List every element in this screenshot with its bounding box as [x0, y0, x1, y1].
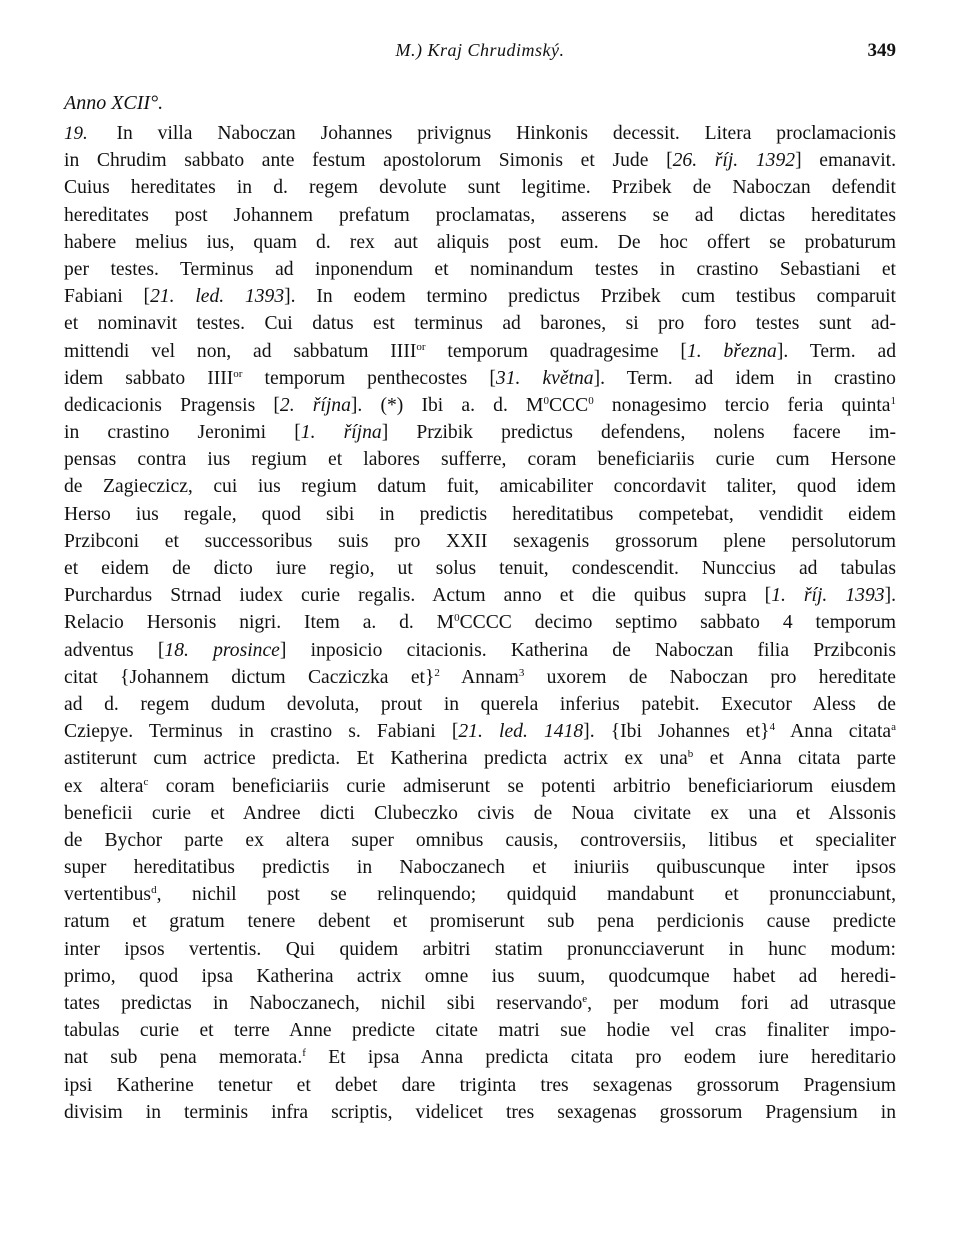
text-line: 19. In villa Naboczan Johannes privignus Hinkonis decessit. Litera proclamacionis	[64, 123, 897, 144]
text-line: habere melius ius, quam d. rex aut aliquis post eum. De hoc offert se probaturum	[64, 231, 896, 253]
text-line: Relacio Hersonis nigri. Item a. d. $M^0CCCC$ decimo septimo sabbato 4 temporum	[64, 612, 896, 634]
running-title: M.) Kraj Chrudimský.	[395, 40, 565, 60]
text-line: hereditates post Johannem prefatum proclamatas, asserens se ad dictas hereditates	[64, 204, 896, 226]
entry-number: 19.	[64, 123, 113, 144]
text-line: inter ipsos vertentis. Qui quidem arbitri statim pronuncciaverunt in hunc modum:	[64, 938, 896, 960]
text-line: de Zagieczicz, cui ius regium datum fuit, amicabiliter concordavit taliter, quod idem	[64, 476, 896, 498]
text-line: Cziepye. Terminus in crastino s. Fabiani [21. led. 1418]. {Ibi Johannes et}$^4$ Anna citata$^a$	[64, 721, 897, 743]
text-line: pensas contra ius regium et labores sufferre, coram beneficiariis curie cum Hersone	[64, 449, 896, 471]
text-line: citat {Johannem dictum Cacziczka et}$^2$ Annam$^3$ uxorem de Naboczan pro hereditate	[64, 666, 897, 688]
text-line: Herso ius regale, quod sibi in predictis hereditatibus competebat, vendidit eidem	[64, 503, 896, 525]
text-line: ratum et gratum tenere debent et promiserunt sub pena perdicionis cause predicte	[64, 911, 896, 933]
text-line: dedicacionis Pragensis [2. října]. (*) Ibi a. d. $M^0CCC^0$ nonagesimo tercio feria quinta$^1$	[64, 394, 897, 416]
text-line: astiterunt cum actrice predicta. Et Katherina predicta actrix ex una$^b$ et Anna citata parte	[64, 748, 896, 770]
text-line: Purchardus Strnad iudex curie regalis. Actum anno et die quibus supra [1. říj. 1393].	[64, 585, 896, 607]
text-line: beneficii curie et Andree dicti Clubeczko civis de Noua civitate ex una et Alssonis	[64, 802, 896, 824]
text-line: in Chrudim sabbato ante festum apostolorum Simonis et Jude [26. říj. 1392] emanavit.	[64, 150, 896, 172]
text-line: tabulas curie et terre Anne predicte citate matri sue hodie vel cras finaliter impo-	[64, 1020, 896, 1042]
page-number: 349	[867, 40, 896, 61]
text-line: mittendi vel non, ad sabbatum $IIII^{or}$ temporum quadragesime [1. března]. Term. ad	[64, 340, 896, 362]
text-line: super hereditatibus predictis in Naboczanech et iniuriis quibuscunque inter ipsos	[64, 857, 896, 879]
text-line: Fabiani [21. led. 1393]. In eodem termino predictus Przibek cum testibus comparuit	[64, 286, 896, 308]
body-text	[64, 120, 896, 1126]
text-line: Przibconi et successoribus suis pro XXII sexagenis grossorum plene persolutorum	[64, 530, 896, 552]
text-line: tates predictas in Naboczanech, nichil sibi reservando$^e$, per modum fori ad utrasque	[64, 993, 896, 1014]
text-line: ad d. regem dudum devoluta, prout in querela inferius patebit. Executor Aless de	[64, 693, 896, 715]
text-line: nat sub pena memorata.$^f$ Et ipsa Anna predicta citata pro eodem iure hereditario	[64, 1047, 896, 1069]
text-line: vertentibus$^d$, nichil post se relinquendo; quidquid mandabunt et pronuncciabunt,	[64, 884, 896, 906]
running-header	[64, 40, 896, 74]
text-line: adventus [18. prosince] inposicio citacionis. Katherina de Naboczan filia Przibconis	[64, 639, 896, 661]
text-line: primo, quod ipsa Katherina actrix omne ius suum, quodcumque habet ad heredi-	[64, 965, 896, 987]
text-line: per testes. Terminus ad inponendum et nominandum testes in crastino Sebastiani et	[64, 258, 896, 280]
text-line: idem sabbato $IIII^{or}$ temporum penthecostes [31. května]. Term. ad idem in crastino	[64, 367, 896, 389]
text-line: et nominavit testes. Cui datus est terminus ad barones, si pro foro testes sunt ad-	[64, 313, 896, 335]
text-line: et eidem de dicto iure regio, ut solus tenuit, condescendit. Nunccius ad tabulas	[64, 558, 896, 579]
text-line: ex altera$^c$ coram beneficiariis curie admiserunt se potenti arbitrio beneficiariorum eiusdem	[64, 775, 897, 797]
text-line: divisim in terminis infra scriptis, videlicet tres sexagenas grossorum Pragensium in	[64, 1101, 896, 1123]
text-line: de Bychor parte ex altera super omnibus causis, controversiis, litibus et specialiter	[64, 829, 896, 851]
text-line: ipsi Katherine tenetur et debet dare triginta tres sexagenas grossorum Pragensium	[64, 1074, 896, 1096]
section-heading: Anno XCII°.	[64, 92, 164, 114]
text-line: in crastino Jeronimi [1. října] Przibik predictus defendens, nolens facere im-	[64, 422, 896, 444]
text-line: Cuius hereditates in d. regem devolute sunt legitime. Przibek de Naboczan defendit	[64, 177, 896, 199]
